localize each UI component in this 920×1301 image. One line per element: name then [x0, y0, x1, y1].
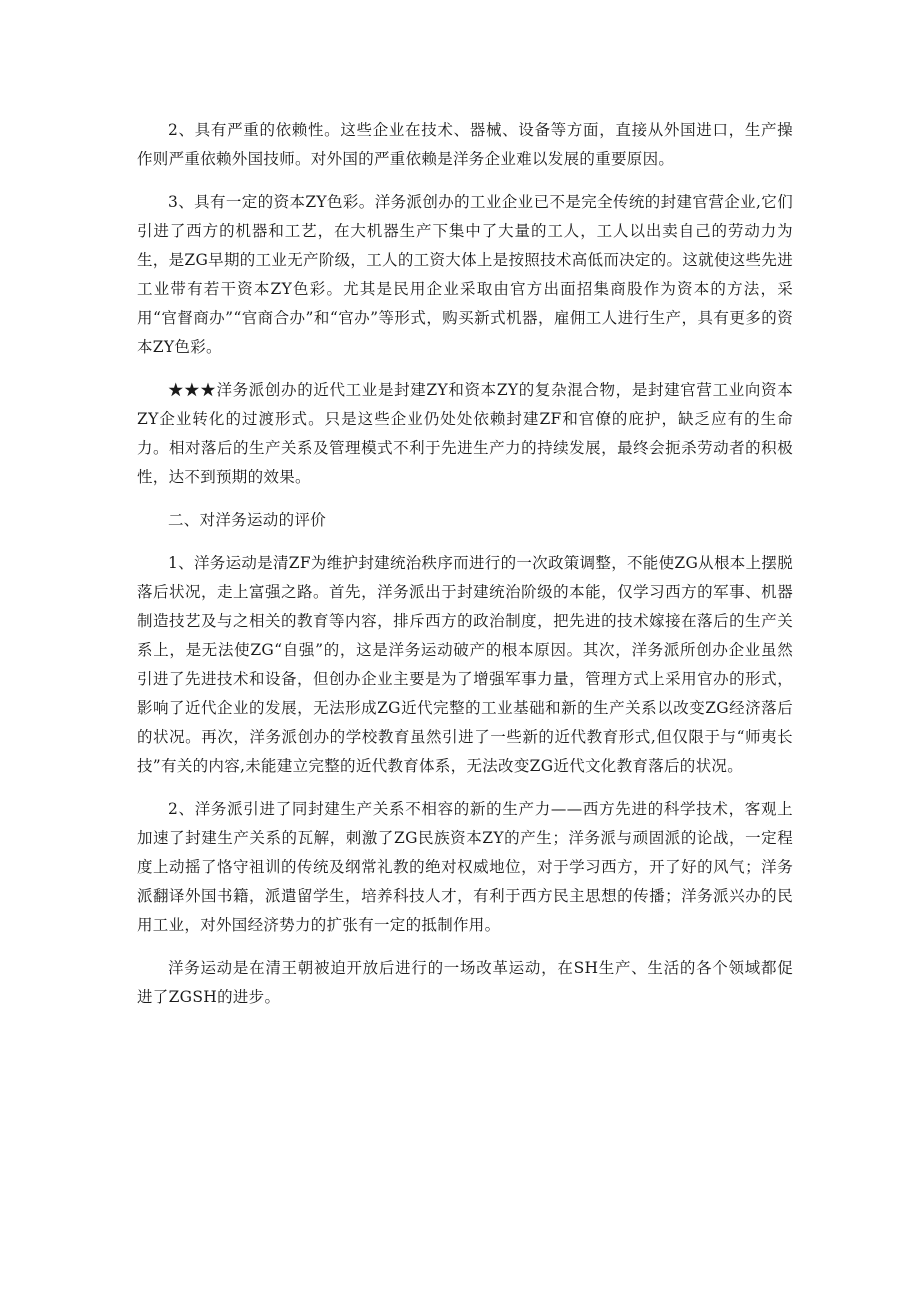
paragraph-evaluation-1: 1、洋务运动是清ZF为维护封建统治秩序而进行的一次政策调整，不能使ZG从根本上摆脱落后状况，走上富强之路。首先，洋务派出于封建统治阶级的本能，仅学习西方的军事、机器制造技艺及与之相关的教育等内容，排斥西方的政治制度，把先进的技术嫁接在落后的生产关系上，是无法使ZG“自强”的，这是洋务运动破产的根本原因。其次，洋务派所创办企业虽然引进了先进技术和设备，但创办企业主要是为了增强军事力量，管理方式上采用官办的形式，影响了近代企业的发展，无法形成ZG近代完整的工业基础和新的生产关系以改变ZG经济落后的状况。再次，洋务派创办的学校教育虽然引进了一些新的近代教育形式,但仅限于与“师夷长技”有关的内容,未能建立完整的近代教育体系，无法改变ZG近代文化教育落后的状况。 — [137, 554, 793, 775]
document-body — [137, 116, 793, 1026]
paragraph-conclusion: 洋务运动是在清王朝被迫开放后进行的一场改革运动，在SH生产、生活的各个领域都促进了ZGSH的进步。 — [137, 959, 793, 1006]
paragraph-evaluation-2: 2、洋务派引进了同封建生产关系不相容的新的生产力——西方先进的科学技术，客观上加速了封建生产关系的瓦解，刺激了ZG民族资本ZY的产生；洋务派与顽固派的论战，一定程度上动摇了恪守祖训的传统及纲常礼教的绝对权威地位，对于学习西方，开了好的风气；洋务派翻译外国书籍，派遣留学生，培养科技人才，有利于西方民主思想的传播；洋务派兴办的民用工业，对外国经济势力的扩张有一定的抵制作用。 — [137, 800, 793, 934]
paragraph-capitalist-color: 3、具有一定的资本ZY色彩。洋务派创办的工业企业已不是完全传统的封建官营企业,它们引进了西方的机器和工艺，在大机器生产下集中了大量的工人，工人以出卖自己的劳动力为生，是ZG早期的工业无产阶级，工人的工资大体上是按照技术高低而决定的。这就使这些先进工业带有若干资本ZY色彩。尤其是民用企业采取由官方出面招集商股作为资本的方法，采用“官督商办”“官商合办”和“官办”等形式，购买新式机器，雇佣工人进行生产，具有更多的资本ZY色彩。 — [137, 193, 793, 356]
paragraph-dependency: 2、具有严重的依赖性。这些企业在技术、器械、设备等方面，直接从外国进口，生产操作则严重依赖外国技师。对外国的严重依赖是洋务企业难以发展的重要原因。 — [137, 121, 793, 168]
paragraph-key-point: ★★★洋务派创办的近代工业是封建ZY和资本ZY的复杂混合物，是封建官营工业向资本ZY企业转化的过渡形式。只是这些企业仍处处依赖封建ZF和官僚的庇护，缺乏应有的生命力。相对落后的生产关系及管理模式不利于先进生产力的持续发展，最终会扼杀劳动者的积极性，达不到预期的效果。 — [137, 381, 793, 486]
section-heading: 二、对洋务运动的评价 — [168, 511, 327, 529]
